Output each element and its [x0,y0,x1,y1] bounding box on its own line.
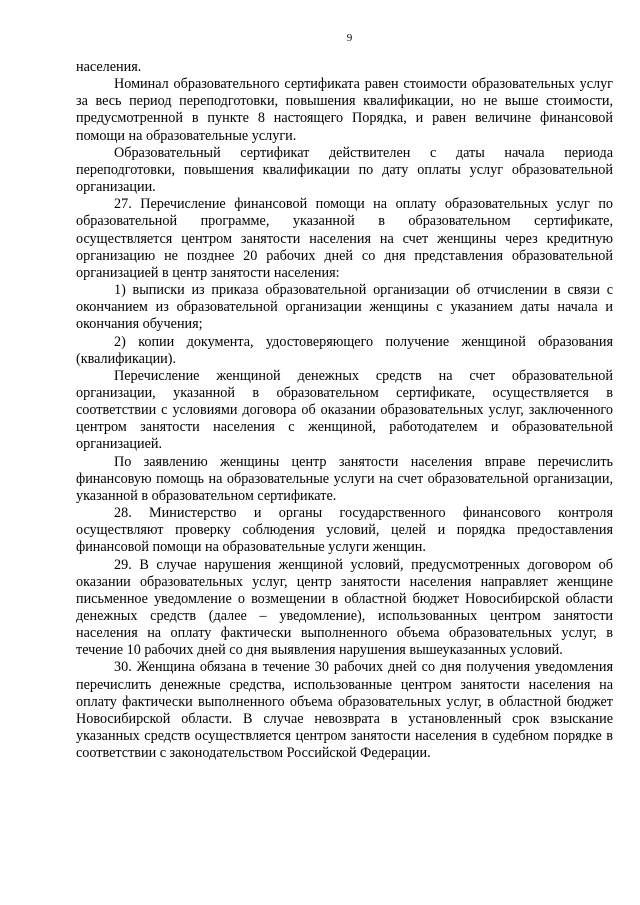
paragraph: Образовательный сертификат действителен с даты начала периода переподготовки, повышения квалификации по дату оплаты услуг образовательной организации. [76,144,613,196]
paragraph: 29. В случае нарушения женщиной условий, предусмотренных договором об оказании образовательных услуг, центр занятости населения направляет женщине письменное уведомление о возмещении в областной бюджет Новосибирской области денежных средств (далее – уведомление), использованных центром занятости населения на оплату фактически выполненного объема образовательных услуг, в течение 10 рабочих дней со дня выявления нарушения вышеуказанных условий. [76,556,613,659]
paragraph: Перечисление женщиной денежных средств на счет образовательной организации, указанной в образовательном сертификате, осуществляется в соответствии с условиями договора об оказании образовательных услуг, заключенного центром занятости населения с женщиной, работодателем и образовательной организацией. [76,367,613,453]
paragraph: 28. Министерство и органы государственного финансового контроля осуществляют проверку соблюдения условий, целей и порядка предоставления финансовой помощи на образовательные услуги женщин. [76,505,613,556]
document-body [76,59,613,762]
page-number: 9 [346,32,353,44]
paragraph: 2) копии документа, удостоверяющего получение женщиной образования (квалификации). [76,333,613,367]
paragraph: 30. Женщина обязана в течение 30 рабочих дней со дня получения уведомления перечислить денежные средства, использованные центром занятости населения на оплату фактически выполненного объема образовательных услуг, в областной бюджет Новосибирской области. В случае невозврата в установленный срок взыскание указанных средств осуществляется центром занятости населения в судебном порядке в соответствии с законодательством Российской Федерации. [76,659,613,762]
paragraph: 1) выписки из приказа образовательной организации об отчислении в связи с окончанием из образовательной организации женщины с указанием даты начала и окончания обучения; [76,282,613,333]
paragraph: 27. Перечисление финансовой помощи на оплату образовательных услуг по образовательной программе, указанной в образовательном сертификате, осуществляется центром занятости населения на счет женщины через кредитную организацию не позднее 20 рабочих дней со дня представления образовательной организацией в центр занятости населения: [76,196,613,281]
paragraph: По заявлению женщины центр занятости населения вправе перечислить финансовую помощь на образовательные услуги на счет образовательной организации, указанной в образовательном сертификате. [76,453,613,504]
paragraph: Номинал образовательного сертификата равен стоимости образовательных услуг за весь период переподготовки, повышения квалификации, но не выше стоимости, предусмотренной в пункте 8 настоящего Порядка, и равен величине финансовой помощи на образовательные услуги. [76,76,613,144]
paragraph: населения. [76,59,142,75]
